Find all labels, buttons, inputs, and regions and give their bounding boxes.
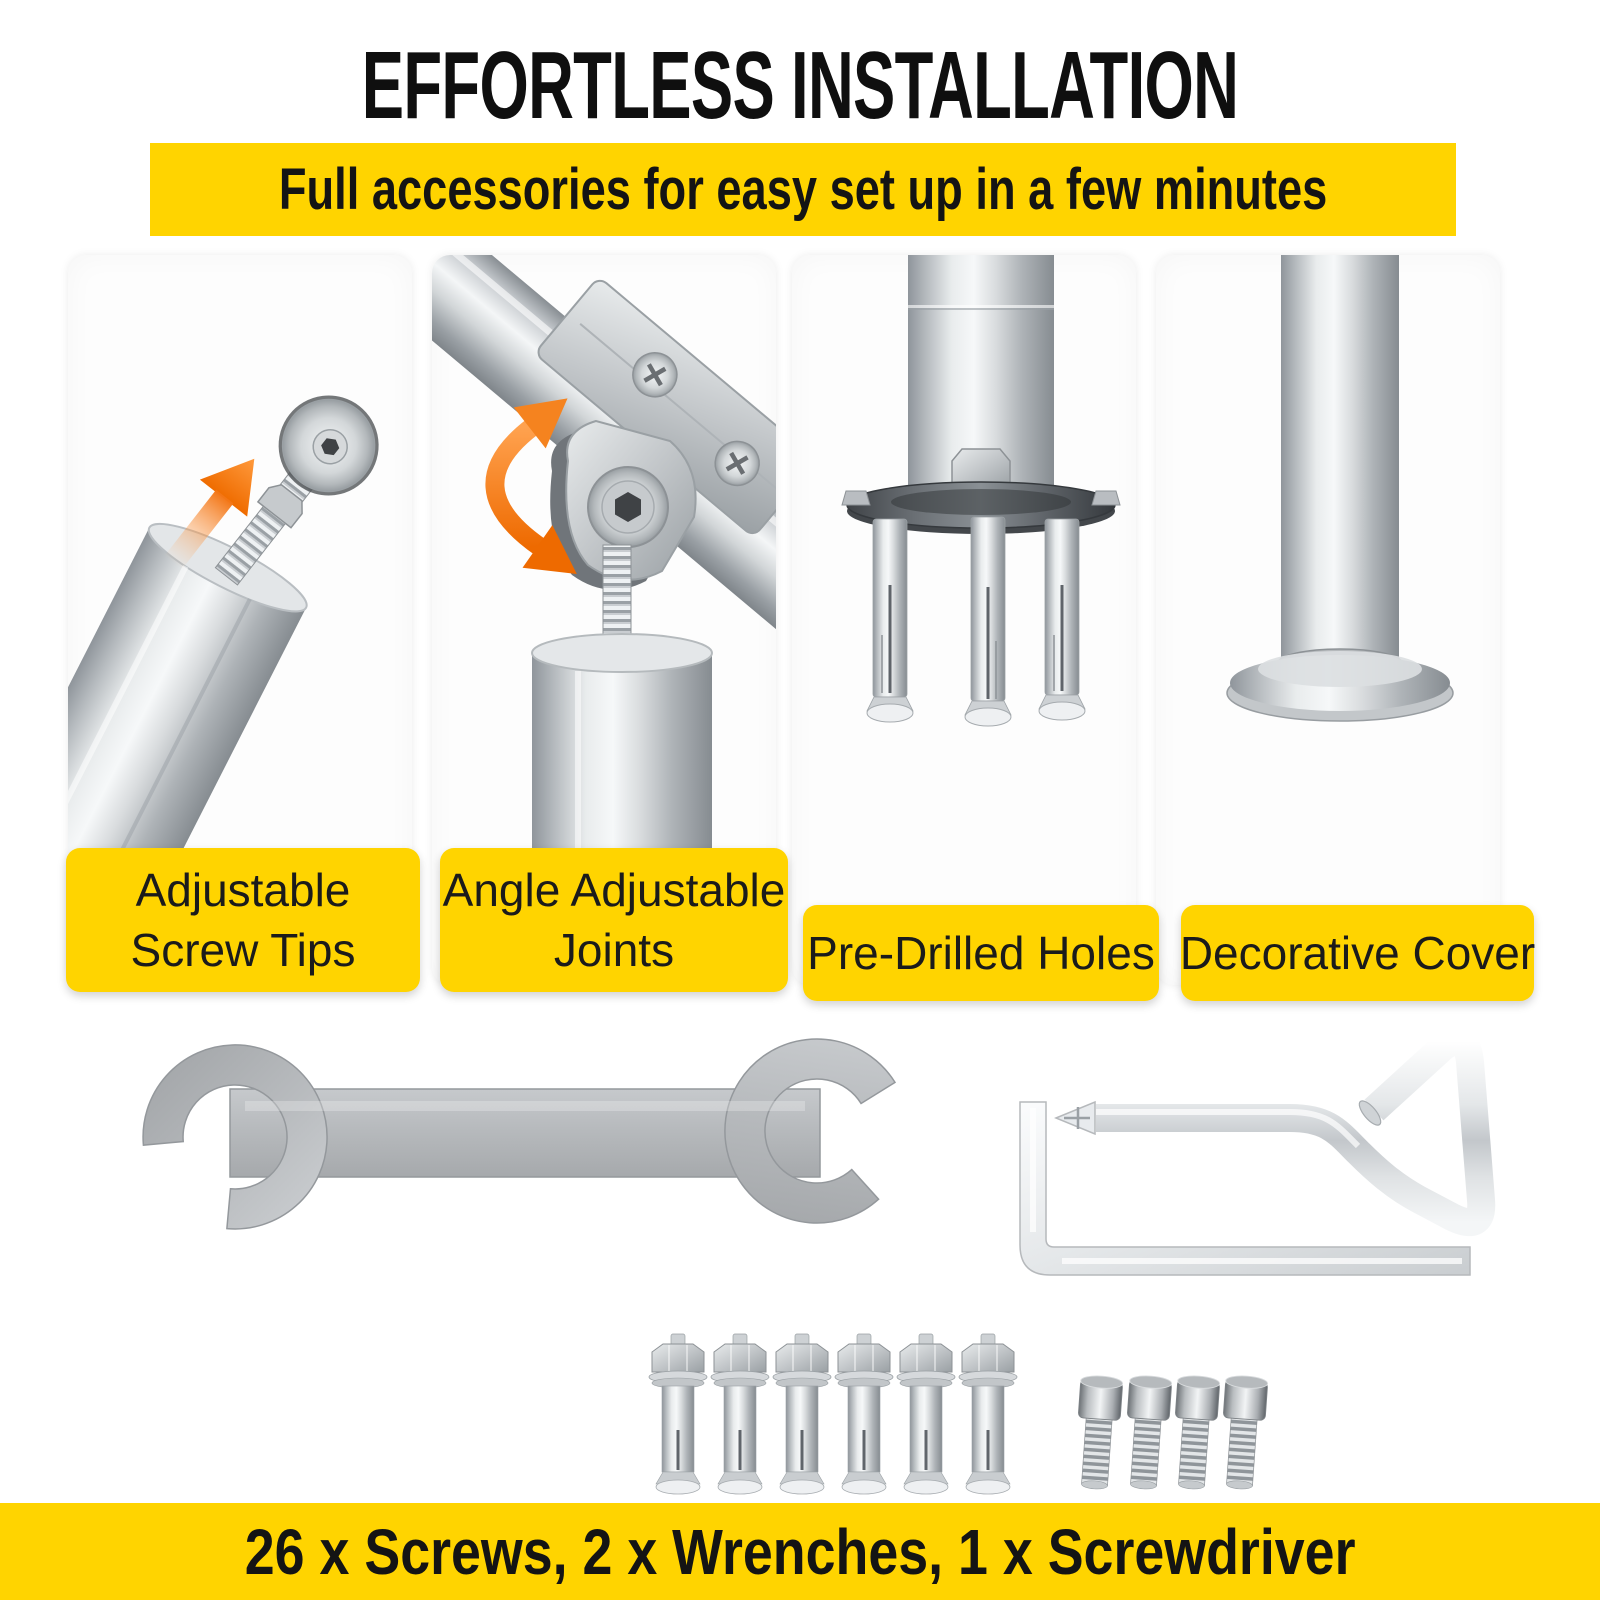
cap-screws-image xyxy=(1065,1375,1275,1495)
feature-photo-pre-drilled-holes xyxy=(792,255,1136,985)
label-line: Joints xyxy=(553,924,675,976)
summary-text: 26 x Screws, 2 x Wrenches, 1 x Screwdriver xyxy=(244,1515,1356,1588)
subtitle-text: Full accessories for easy set up in a few minutes xyxy=(278,157,1328,222)
label-line: Adjustable xyxy=(135,864,351,916)
label-line: Angle Adjustable xyxy=(442,864,786,916)
summary-banner xyxy=(0,1503,1600,1600)
cap-screw-image xyxy=(1218,1375,1268,1490)
hex-socket-bolt-icon xyxy=(588,467,668,547)
expansion-bolt-image xyxy=(649,1334,707,1494)
label-line: Decorative Cover xyxy=(1179,927,1536,979)
decorative-cover-illustration xyxy=(1156,255,1500,985)
feature-photo-decorative-cover xyxy=(1156,255,1500,985)
label-line: Pre-Drilled Holes xyxy=(807,927,1155,979)
cap-screw-image xyxy=(1170,1375,1220,1490)
expansion-bolts-image xyxy=(640,1330,1030,1500)
expansion-bolt-image xyxy=(959,1334,1017,1494)
subtitle-banner xyxy=(150,143,1456,236)
page-title-text: EFFORTLESS INSTALLATION xyxy=(361,32,1239,139)
pre-drilled-holes-illustration xyxy=(792,255,1136,985)
screwdriver-image xyxy=(1056,1041,1481,1222)
page-title xyxy=(0,32,1600,139)
cap-screw-image xyxy=(1073,1375,1123,1490)
expansion-bolt-image xyxy=(897,1334,955,1494)
expansion-anchor xyxy=(867,519,913,722)
open-end-wrench-image xyxy=(95,1005,955,1260)
expansion-anchor xyxy=(1039,519,1085,720)
feature-label-pre-drilled-holes xyxy=(803,905,1159,1001)
expansion-bolt-image xyxy=(773,1334,831,1494)
feature-label-angle-adjustable-joints xyxy=(440,848,788,992)
steel-post xyxy=(1281,255,1399,667)
wrench-highlight xyxy=(245,1101,805,1111)
feature-label-adjustable-screw-tips xyxy=(66,848,420,992)
label-line: Screw Tips xyxy=(130,924,356,976)
expansion-bolt-image xyxy=(835,1334,893,1494)
cap-screw-image xyxy=(1122,1375,1172,1490)
expansion-anchor xyxy=(965,517,1011,726)
expansion-bolt-image xyxy=(711,1334,769,1494)
anchor-bolts xyxy=(867,517,1085,726)
decorative-base-cover xyxy=(1227,649,1453,721)
small-tools-image xyxy=(1000,1020,1540,1335)
feature-label-decorative-cover xyxy=(1181,905,1534,1001)
